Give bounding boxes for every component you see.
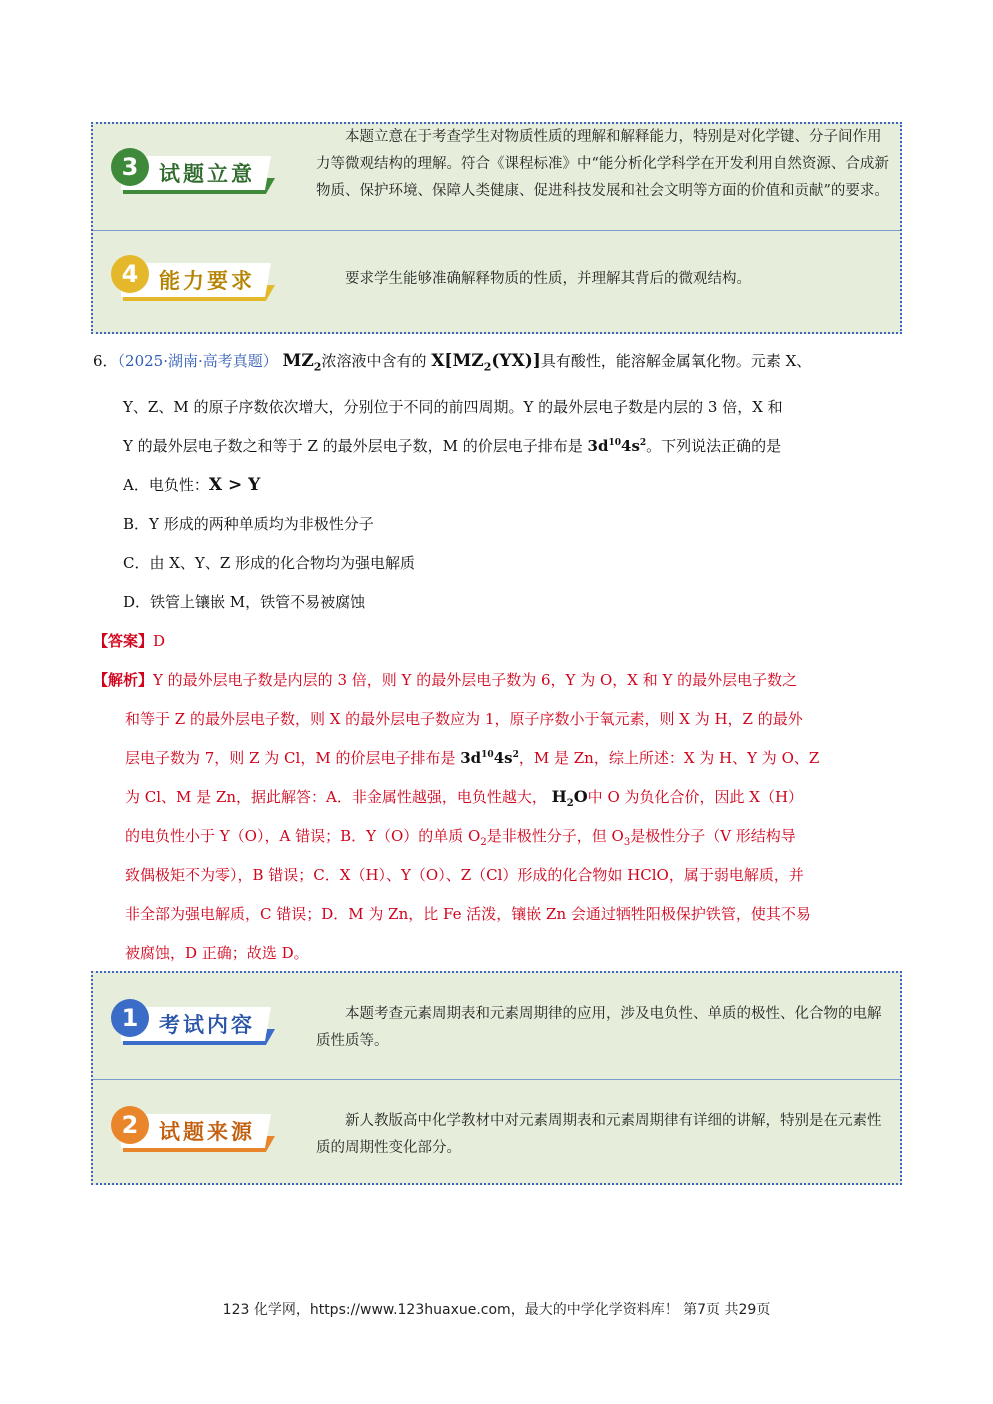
badge-label: 试题来源 bbox=[159, 1119, 255, 1144]
analysis-line-6: 致偶极矩不为零），B 错误；C．X（H）、Y（O）、Z（Cl）形成的化合物如 HClO，属于弱电解质，并 bbox=[125, 866, 804, 884]
question-number: 6． bbox=[93, 352, 118, 370]
badge-label: 试题立意 bbox=[159, 161, 255, 186]
answer-label: 【答案】 bbox=[93, 632, 154, 650]
info-box-top bbox=[91, 122, 902, 334]
analysis-line-1: 【解析】Y 的最外层电子数是内层的 3 倍，则 Y 的最外层电子数为 6，Y 为 O，X 和 Y 的最外层电子数之 bbox=[93, 671, 798, 689]
info-box-bottom bbox=[91, 971, 902, 1185]
question-line-3: Y 的最外层电子数之和等于 Z 的最外层电子数，M 的价层电子排布是 $3d^{10}4s^2$。下列说法正确的是 bbox=[123, 437, 782, 455]
badge-source bbox=[111, 1106, 276, 1150]
option-d: D．铁管上镶嵌 M，铁管不易被腐蚀 bbox=[123, 593, 366, 611]
badge-intent bbox=[111, 148, 276, 192]
box-row-intent bbox=[93, 124, 900, 230]
box-text-ability: 要求学生能够准确解释物质的性质，并理解其背后的微观结构。 bbox=[345, 271, 751, 287]
badge-number: 1 bbox=[111, 999, 149, 1037]
option-c: C．由 X、Y、Z 形成的化合物均为强电解质 bbox=[123, 554, 416, 572]
analysis-line-3: 层电子数为 7，则 Z 为 Cl，M 的价层电子排布是 $3d^{10}4s^2$，M 是 Zn，综上所述：X 为 H、Y 为 O、Z bbox=[125, 749, 820, 767]
question-source: （2025·湖南·高考真题） bbox=[117, 352, 278, 370]
badge-number: 3 bbox=[111, 148, 149, 186]
badge-number: 4 bbox=[111, 255, 149, 293]
badge-label: 考试内容 bbox=[159, 1012, 255, 1037]
badge-ability bbox=[111, 255, 276, 299]
box-row-content bbox=[93, 973, 900, 1079]
question-line-1: 6．（2025·湖南·高考真题） $MZ_2$浓溶液中含有的 $X[MZ_2(YX)]$具有酸性，能溶解金属氧化物。元素 X、 bbox=[93, 351, 812, 374]
answer bbox=[93, 630, 165, 651]
box-row-ability bbox=[93, 230, 900, 334]
answer-value: D bbox=[153, 632, 166, 650]
analysis-line-2: 和等于 Z 的最外层电子数，则 X 的最外层电子数应为 1，原子序数小于氧元素，则 X 为 H，Z 的最外 bbox=[125, 710, 803, 728]
box-text-source: 新人教版高中化学教材中对元素周期表和元素周期律有详细的讲解，特别是在元素性质的周期性变化部分。 bbox=[316, 1113, 882, 1156]
formula-mz2: $MZ_2$ bbox=[282, 351, 322, 374]
box-row-source bbox=[93, 1079, 900, 1185]
badge-label: 能力要求 bbox=[159, 268, 255, 293]
question-line-2: Y、Z、M 的原子序数依次增大，分别位于不同的前四周期。Y 的最外层电子数是内层的 3 倍，X 和 bbox=[123, 398, 783, 416]
formula-config: $3d^{10}4s^2$ bbox=[587, 437, 647, 455]
option-b: B．Y 形成的两种单质均为非极性分子 bbox=[123, 515, 374, 533]
box-text-content: 本题考查元素周期表和元素周期律的应用，涉及电负性、单质的极性、化合物的电解质性质等。 bbox=[316, 1006, 882, 1049]
analysis-line-7: 非全部为强电解质，C 错误；D．M 为 Zn，比 Fe 活泼，镶嵌 Zn 会通过牺牲阳极保护铁管，使其不易 bbox=[125, 905, 811, 923]
formula-complex: $X[MZ_2(YX)]$ bbox=[431, 351, 541, 374]
analysis-line-8: 被腐蚀，D 正确；故选 D。 bbox=[125, 944, 309, 962]
option-a: A．电负性：X > Y bbox=[123, 475, 261, 495]
analysis-line-4: 为 Cl、M 是 Zn，据此解答：A．非金属性越强，电负性越大， $H_2O$中 O 为负化合价，因此 X（H） bbox=[125, 787, 804, 810]
page-footer: 123 化学网，https://www.123huaxue.com，最大的中学化学资料库！ 第7页 共29页 bbox=[222, 1302, 771, 1318]
analysis-label: 【解析】 bbox=[93, 671, 154, 689]
analysis-line-5: 的电负性小于 Y（O），A 错误；B．Y（O）的单质 $O_2$是非极性分子，但 $O_3$是极性分子（V 形结构导 bbox=[125, 827, 796, 848]
badge-content bbox=[111, 999, 276, 1043]
badge-number: 2 bbox=[111, 1106, 149, 1144]
box-text-intent: 本题立意在于考查学生对物质性质的理解和解释能力，特别是对化学键、分子间作用力等微观结构的理解。符合《课程标准》中“能分析化学科学在开发利用自然资源、合成新物质、保护环境、保障人类健康、促进科技发展和社会文明等方面的价值和贡献”的要求。 bbox=[316, 129, 889, 199]
